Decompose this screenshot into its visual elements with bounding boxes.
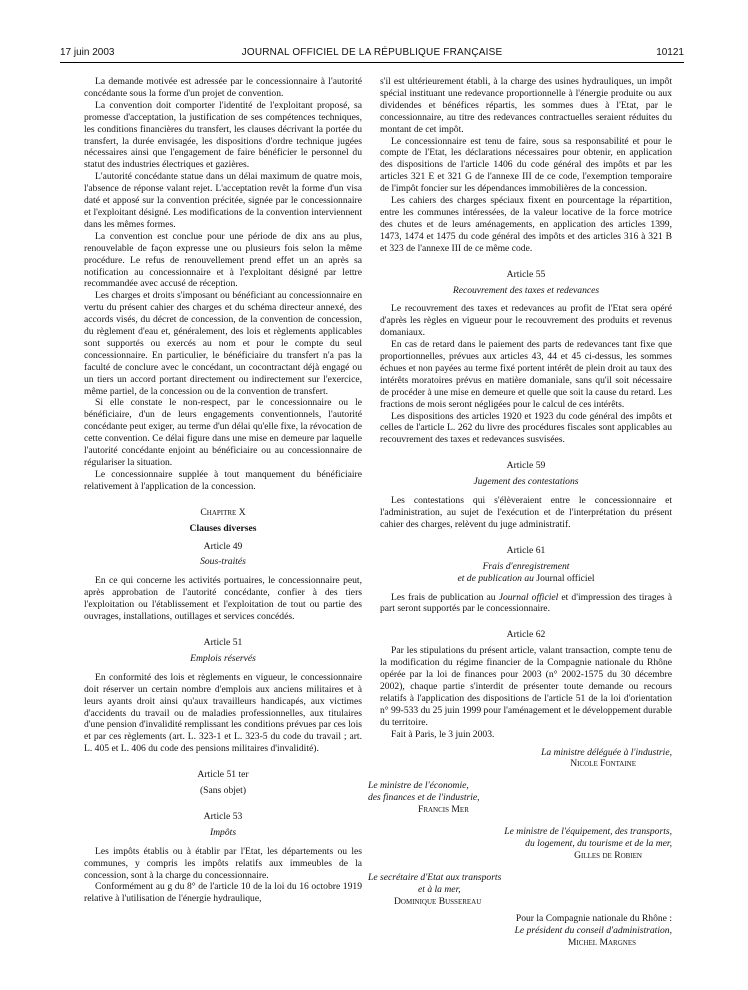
paragraph: Les charges et droits s'imposant ou bénéficiant au concessionnaire en vertu du présent cahier des charges et du schéma directeur annexé, des accords visés, du décret de concession, de la convention de concession, du règlement d'eau et, généralement, des lois et règlements applicables sont supportés ou exercés au nom et pour le compte du seul concessionnaire. En particulier, le bénéficiaire du transfert n'a pas la faculté de conclure avec le concédant, un cocontractant déjà engagé ou un tiers un accord portant directement ou indirectement sur l'exercice, même partiel, de la concession ou de la convention de transfert. xyxy=(84,290,362,397)
paragraph: La convention doit comporter l'identité de l'exploitant proposé, sa promesse d'acceptation, la justification de ses compétences techniques, les conditions financières du transfert, les clauses décrivant la portée du transfert, la durée envisagée, les dispositions d'ordre technique jugées nécessaires ainsi que l'engagement de faire bénéficier le personnel du statut des industries électriques et gazières. xyxy=(84,99,362,171)
paragraph: Les dispositions des articles 1920 et 1923 du code général des impôts et celles de l'article L. 262 du livre des procédures fiscales sont applicables au recouvrement des taxes et redevances susvisées. xyxy=(380,410,672,446)
paragraph: Le concessionnaire est tenu de faire, sous sa responsabilité et pour le compte de l'Etat, les déclarations nécessaires pour obtenir, en application des dispositions de l'article 1406 du code général des impôts et par les articles 321 E et 321 G de l'annexe III de ce code, l'exemption temporaire de l'impôt foncier sur les dépendances immobilières de la concession. xyxy=(380,135,672,195)
article-heading: Article 53 xyxy=(203,810,243,822)
signatory-role: Le ministre de l'économie, xyxy=(368,780,469,792)
article-title: Jugement des contestations xyxy=(473,476,579,488)
paragraph: Si elle constate le non-respect, par le concessionnaire ou le bénéficiaire, d'un de leurs engagements conventionnels, l'autorité concédante peut exiger, au terme d'un délai qu'elle fixe, la révocation de cette convention. Ce délai figure dans une mise en demeure par laquelle l'autorité concédante enjoint au bénéficiaire ou au concessionnaire de régulariser la situation. xyxy=(84,397,362,468)
signatory-name: Michel Margnes xyxy=(567,937,636,949)
header-date: 17 juin 2003 xyxy=(60,47,115,58)
article-heading: Article 51 xyxy=(203,636,243,648)
signatory-role: des finances et de l'industrie, xyxy=(368,792,480,804)
chapter-title: Clauses diverses xyxy=(189,522,257,534)
article-heading: Article 62 xyxy=(506,629,546,641)
paragraph: s'il est ultérieurement établi, à la charge des usines hydrauliques, un impôt spécial instituant une redevance proportionnelle à l'énergie produite ou aux dividendes et bénéfices répartis, les sommes dues à l'Etat, par le concessionnaire, au titre des redevances contractuelles seraient réduites du montant de cet impôt. xyxy=(380,76,672,135)
article-title: Sous-traités xyxy=(200,556,246,568)
text-segment: et d'impression des tirages à part seront supportés par le concessionnaire. xyxy=(380,591,672,615)
signing-place-date: Fait à Paris, le 3 juin 2003. xyxy=(391,728,495,740)
header-rule xyxy=(60,62,684,63)
signatory-name: Dominique Bussereau xyxy=(394,895,482,907)
article-title: Frais d'enregistrement xyxy=(482,560,570,572)
paragraph: Conformément au g du 8° de l'article 10 de la loi du 16 octobre 1919 relative à l'utilisation de l'énergie hydraulique, xyxy=(84,881,362,905)
signatory-name: Gilles de Robien xyxy=(574,849,642,861)
article-heading: Article 51 ter xyxy=(197,769,249,781)
paragraph: La convention est conclue pour une période de dix ans au plus, renouvelable de façon expresse une ou plusieurs fois selon la même procédure. Le refus de renouvellement prend effet un an après sa notification au concessionnaire et à l'exploitant désigné par lettre recommandée avec accusé de réception. xyxy=(84,230,362,290)
paragraph: En conformité des lois et règlements en vigueur, le concessionnaire doit réserver un certain nombre d'emplois aux anciens militaires et à leurs ayants droit ainsi qu'aux travailleurs handicapés, aux victimes d'accidents du travail ou de maladies professionnelles, aux titulaires d'une pension d'invalidité remplissant les conditions prévues par ces lois et par ces règlements (art. L. 323-1 et L. 323-5 du code du travail ; art. L. 405 et L. 406 du code des pensions militaires d'invalidité). xyxy=(84,671,362,755)
paragraph: En ce qui concerne les activités portuaires, le concessionnaire peut, après approbation de l'autorité concédante, confier à des tiers l'exploitation ou l'établissement et l'exploitation de tout ou partie des ouvrages, installations, outillages et services concédés. xyxy=(84,575,362,623)
article-title: Impôts xyxy=(209,826,237,838)
journal-name: Journal officiel xyxy=(536,572,595,584)
signatory-role: Le secrétaire d'Etat aux transports xyxy=(368,871,502,883)
signatory-role: et à la mer, xyxy=(418,883,461,895)
signatory-role: Le président du conseil d'administration, xyxy=(514,925,672,937)
article-note: (Sans objet) xyxy=(199,785,247,797)
article-heading: Article 49 xyxy=(203,540,243,552)
title-text: et de publication au xyxy=(457,572,537,584)
chapter-heading: Chapitre X xyxy=(200,506,246,518)
paragraph: Les cahiers des charges spéciaux fixent en pourcentage la répartition, entre les communes intéressées, de la valeur locative de la force motrice des chutes et de leurs aménagements, en application des articles 1399, 1473, 1474 et 1475 du code général des impôts et des articles 316 à 321 B et 323 de l'annexe III de ce même code. xyxy=(380,195,672,254)
article-title-line2 xyxy=(380,573,672,585)
paragraph: La demande motivée est adressée par le concessionnaire à l'autorité concédante sous la forme d'un projet de convention. xyxy=(84,76,362,99)
journal-name: Journal officiel xyxy=(498,591,559,603)
paragraph: Le concessionnaire supplée à tout manquement du bénéficiaire relativement à l'application de la concession. xyxy=(84,468,362,492)
signatory-role: La ministre déléguée à l'industrie, xyxy=(541,746,672,758)
paragraph: Par les stipulations du présent article, valant transaction, compte tenu de la modification du régime financier de la Compagnie nationale du Rhône opérée par la loi de finances pour 2003 (n° 2002-1575 du 30 décembre 2002), chaque partie s'interdit de présenter toute demande ou recours relatifs à l'application des dispositions de l'article 51 de la loi d'orientation n° 99-533 du 25 juin 1999 pour l'aménagement et le développement durable du territoire. xyxy=(380,645,672,728)
article-title: Recouvrement des taxes et redevances xyxy=(452,284,600,296)
paragraph: L'autorité concédante statue dans un délai maximum de quatre mois, l'absence de réponse valant rejet. L'acceptation revêt la forme d'un visa daté et apposé sur la convention précitée, signée par le concessionnaire et l'exploitant désigné. Les modifications de la convention interviennent dans les mêmes formes. xyxy=(84,171,362,230)
signatory-role: Le ministre de l'équipement, des transports, xyxy=(504,826,672,838)
paragraph: Les impôts établis ou à établir par l'Etat, les départements ou les communes, y compris les impôts relatifs aux immeubles de la concession, sont à la charge du concessionnaire. xyxy=(84,845,362,881)
paragraph xyxy=(380,592,672,616)
left-column xyxy=(84,76,362,905)
signatory-name: Francis Mer xyxy=(418,804,469,816)
signatory-name: Nicole Fontaine xyxy=(570,758,636,770)
signatory-role: du logement, du tourisme et de la mer, xyxy=(525,837,672,849)
paragraph: Les contestations qui s'élèveraient entre le concessionnaire et l'administration, au sujet de l'exécution et de l'interprétation du présent cahier des charges, relèvent du juge administratif. xyxy=(380,495,672,530)
header-page-number: 10121 xyxy=(656,47,684,58)
paragraph: En cas de retard dans le paiement des parts de redevances tant fixe que proportionnelles, prévues aux articles 43, 44 et 45 ci-dessus, les sommes échues et non payées au terme fixé portent intérêt de plein droit au taux des intérêts moratoires prévus en matière domaniale, sans qu'il soit nécessaire de procéder à une mise en demeure et quelle que soit la cause du retard. Les fractions de mois seront négligées pour le calcul de ces intérêts. xyxy=(380,339,672,410)
header-journal-title: JOURNAL OFFICIEL DE LA RÉPUBLIQUE FRANÇAISE xyxy=(241,47,503,58)
article-heading: Article 55 xyxy=(506,268,546,280)
article-heading: Article 61 xyxy=(506,544,546,556)
page-header xyxy=(60,47,684,61)
article-heading: Article 59 xyxy=(506,460,546,472)
signatory-organization: Pour la Compagnie nationale du Rhône : xyxy=(515,913,672,925)
right-column xyxy=(368,76,672,949)
paragraph: Le recouvrement des taxes et redevances au profit de l'Etat sera opéré d'après les règles en vigueur pour le recouvrement des produits et revenus domaniaux. xyxy=(380,303,672,339)
article-title: Emplois réservés xyxy=(190,652,256,664)
text-segment: Les frais de publication au xyxy=(391,591,499,603)
